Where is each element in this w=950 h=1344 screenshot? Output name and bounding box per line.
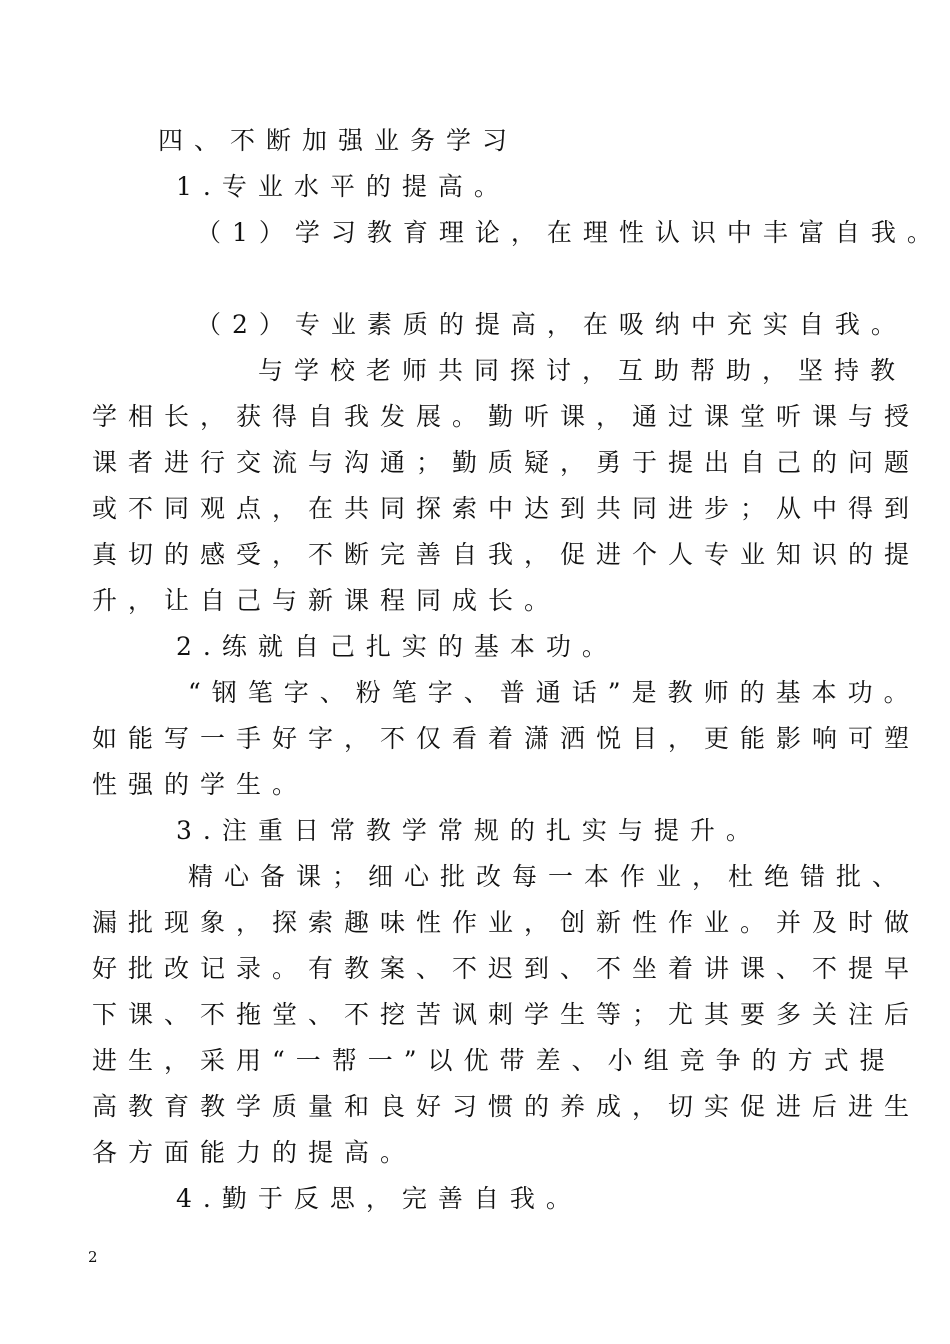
- page-number: 2: [88, 1248, 98, 1266]
- paragraph-line: 如能写一手好字，不仅看着潇洒悦目，更能影响可塑: [92, 724, 921, 753]
- paragraph-line: 与学校老师共同探讨，互助帮助，坚持教: [258, 356, 907, 385]
- paragraph-line: “钢笔字、粉笔字、普通话”是教师的基本功。: [188, 678, 920, 707]
- section-heading: 四、不断加强业务学习: [158, 126, 519, 155]
- subheading-2: 2.练就自己扎实的基本功。: [176, 632, 618, 661]
- paragraph-line: 学相长，获得自我发展。勤听课，通过课堂听课与授: [92, 402, 921, 431]
- subheading-4: 4.勤于反思，完善自我。: [176, 1184, 582, 1213]
- paragraph-line: 或不同观点，在共同探索中达到共同进步；从中得到: [92, 494, 921, 523]
- paragraph-line: 性强的学生。: [92, 770, 309, 799]
- paragraph-line: 课者进行交流与沟通；勤质疑，勇于提出自己的问题: [92, 448, 921, 477]
- item-1: （1）学习教育理论，在理性认识中丰富自我。: [196, 218, 943, 247]
- subheading-1: 1.专业水平的提高。: [176, 172, 510, 201]
- paragraph-line: 真切的感受，不断完善自我，促进个人专业知识的提: [92, 540, 921, 569]
- paragraph-line: 进生，采用“一帮一”以优带差、小组竞争的方式提: [92, 1046, 896, 1075]
- paragraph-line: 好批改记录。有教案、不迟到、不坐着讲课、不提早: [92, 954, 921, 983]
- subheading-3: 3.注重日常教学常规的扎实与提升。: [176, 816, 762, 845]
- paragraph-line: 高教育教学质量和良好习惯的养成，切实促进后进生: [92, 1092, 921, 1121]
- item-2: （2）专业素质的提高，在吸纳中充实自我。: [196, 310, 907, 339]
- paragraph-line: 漏批现象，探索趣味性作业，创新性作业。并及时做: [92, 908, 921, 937]
- paragraph-line: 各方面能力的提高。: [92, 1138, 417, 1167]
- paragraph-line: 升，让自己与新课程同成长。: [92, 586, 561, 615]
- paragraph-line: 精心备课；细心批改每一本作业，杜绝错批、: [188, 862, 909, 891]
- paragraph-line: 下课、不拖堂、不挖苦讽刺学生等；尤其要多关注后: [92, 1000, 921, 1029]
